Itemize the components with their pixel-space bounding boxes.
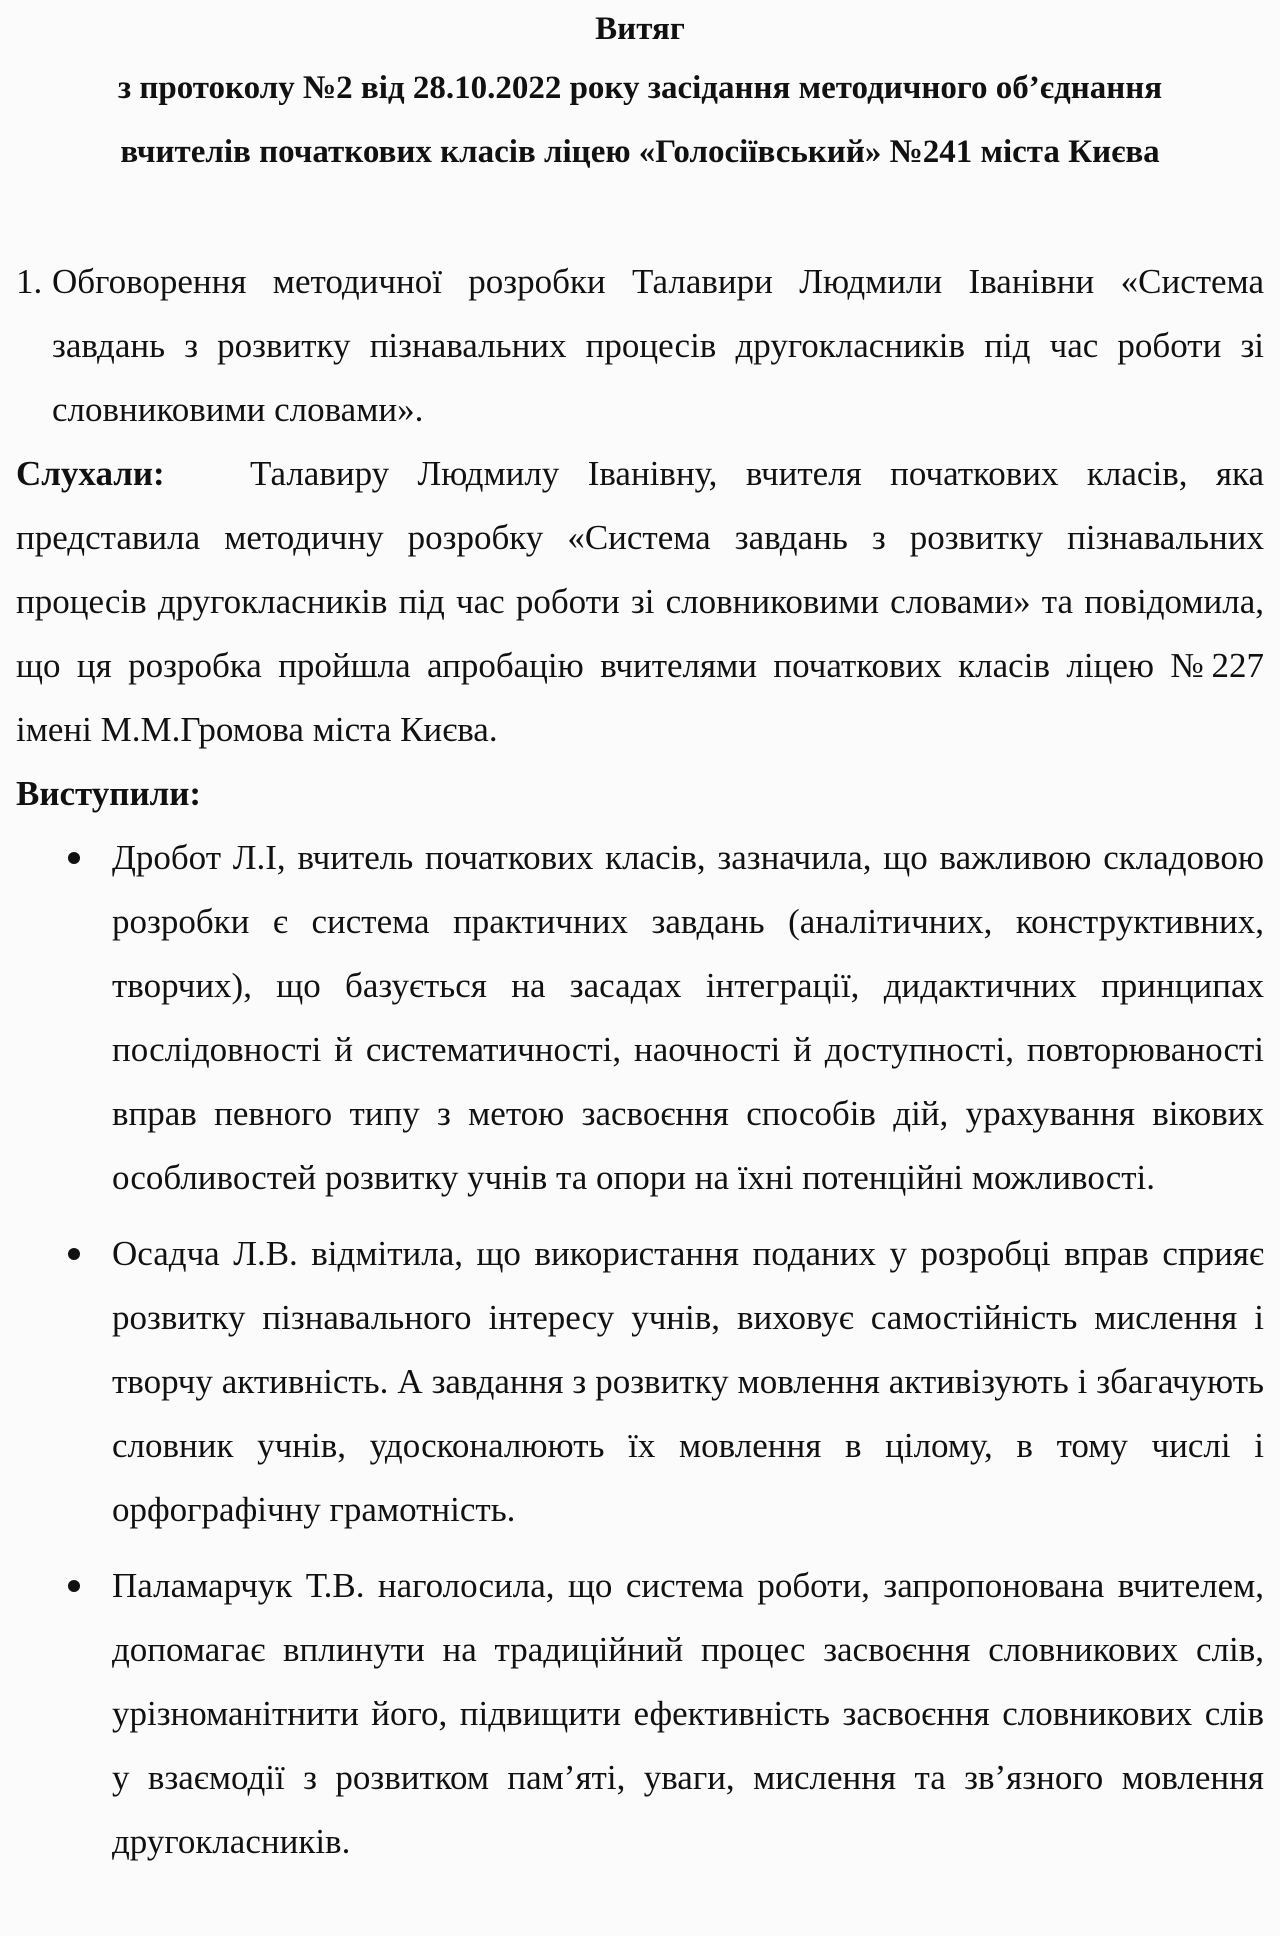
speakers-list (16, 826, 1264, 1874)
list-item-text: Дробот Л.І, вчитель початкових класів, зазначила, що важливою складовою розробки є система практичних завдань (аналітичних, конструктивних, творчих), що базується на засадах інтеграції, дидактичних принципах послідовності й систематичності, наочності й доступності, повторюваності вправ певного типу з метою засвоєння способів дій, урахування вікових особливостей розвитку учнів та опори на їхні потенційні можливості. (112, 838, 1264, 1197)
agenda-item-1 (16, 250, 1264, 442)
list-item (16, 1222, 1264, 1542)
list-item (16, 1554, 1264, 1874)
document-body (16, 250, 1264, 1886)
document-title-block (0, 6, 1280, 184)
agenda-item-number: 1. (16, 262, 43, 301)
list-item-text: Осадча Л.В. відмітила, що використання поданих у розробці вправ сприяє розвитку пізнавального інтересу учнів, виховує самостійність мислення і творчу активність. А завдання з розвитку мовлення активізують і збагачують словник учнів, удосконалюють їх мовлення в цілому, в тому числі і орфографічну грамотність. (112, 1234, 1264, 1529)
document-subtitle-line-1: з протоколу №2 від 28.10.2022 року засідання методичного об’єднання (117, 70, 1163, 106)
heard-text: Талавиру Людмилу Іванівну, вчителя початкових класів, яка представила методичну розробку «Система завдань з розвитку пізнавальних процесів другокласників під час роботи зі словниковими словами» та повідомила, що ця розробка пройшла апробацію вчителями початкових класів ліцею №227 імені М.М.Громова міста Києва. (16, 454, 1264, 749)
document-subtitle-line-2: вчителів початкових класів ліцею «Голосіївський» №241 міста Києва (120, 134, 1160, 170)
agenda-item-text: Обговорення методичної розробки Талавири Людмили Іванівни «Система завдань з розвитку пізнавальних процесів другокласників під час роботи зі словниковими словами». (52, 262, 1264, 429)
bullet-icon (16, 1222, 112, 1542)
list-item-text: Паламарчук Т.В. наголосила, що система роботи, запропонована вчителем, допомагає вплинути на традиційний процес засвоєння словникових слів, урізноманітнити його, підвищити ефективність засвоєння словникових слів у взаємодії з розвитком пам’яті, уваги, мислення та зв’язного мовлення другокласників. (112, 1566, 1264, 1861)
bullet-icon (16, 1554, 112, 1874)
heard-paragraph (16, 442, 1264, 762)
heard-label: Слухали: (16, 454, 165, 493)
list-item (16, 826, 1264, 1210)
bullet-icon (16, 826, 112, 1210)
spoke-label: Виступили: (16, 774, 202, 813)
document-title: Витяг (595, 11, 685, 47)
